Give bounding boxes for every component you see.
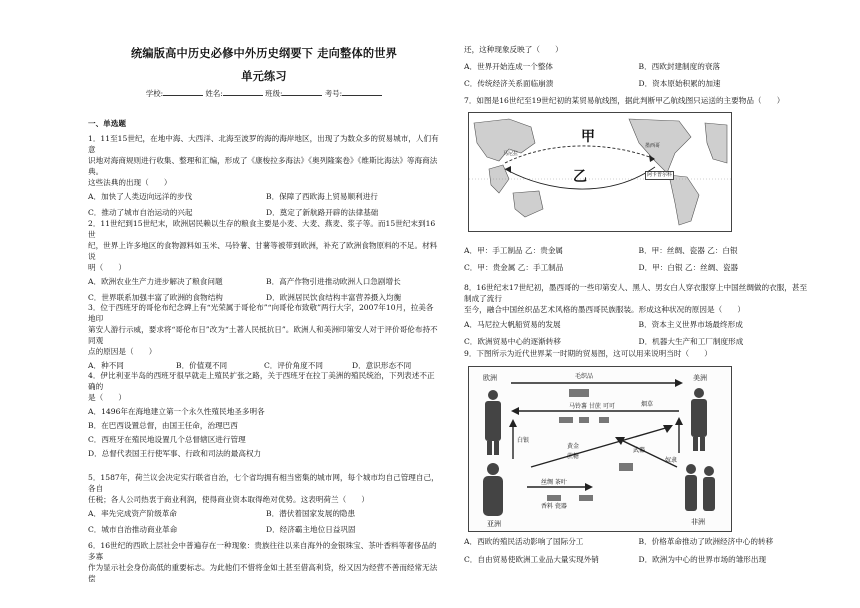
region-europe: 欧洲: [483, 374, 497, 382]
q2-option-b[interactable]: B．高产作物引进推动欧洲人口急剧增长: [266, 277, 401, 286]
q4-stem-line: 是（ ）: [88, 393, 126, 402]
map-label-manila: 马尼拉: [503, 151, 519, 157]
goods-weapons: 武器: [633, 447, 646, 454]
q9-option-b[interactable]: B．价格革命推动了欧洲经济中心的转移: [638, 537, 774, 546]
question-1: [88, 133, 440, 218]
trade-route-map: [468, 112, 732, 232]
question-8: [464, 282, 809, 347]
region-america: 美洲: [693, 374, 707, 382]
q3-option-c[interactable]: C．评价角度不同: [264, 361, 323, 370]
q6-stem-line: 作为显示社会身份高低的重要标志。为此他们不惜将金如土甚至借高利贷，纷又因为经营不善而经常无法偿: [88, 563, 438, 583]
goods-wool: 毛织品: [575, 373, 594, 380]
q1-option-b[interactable]: B．保障了西欧海上贸易顺利进行: [266, 192, 378, 201]
route-label-yi: 乙: [573, 169, 587, 185]
question-3: [88, 302, 440, 371]
q5-option-a[interactable]: A．率先完成资产阶级革命: [88, 509, 178, 518]
q2-option-c[interactable]: C．世界联系加强丰富了欧洲的食物结构: [88, 293, 223, 302]
goods-gold: 黄金: [567, 443, 580, 450]
q1-option-d[interactable]: D．奠定了新航路开辟的法律基础: [266, 208, 379, 217]
section-heading: 一、单选题: [88, 119, 126, 128]
q4-option-b[interactable]: B．在巴西设置总督，由国王任命，治理巴西: [88, 421, 238, 430]
q2-option-d[interactable]: D．欧洲居民饮食结构丰富营养摄入均衡: [266, 293, 402, 302]
school-blank[interactable]: [163, 88, 203, 96]
q1-stem-line: 1．11至15世纪，在地中海、大西洋、北海至波罗的海的海岸地区，出现了为数众多的贸易城市，人们有意: [88, 134, 439, 154]
q8-option-d[interactable]: D．机器大生产和工厂制度形成: [638, 337, 744, 346]
question-6: [88, 540, 440, 584]
goods-silver: 白银: [517, 437, 530, 444]
class-blank[interactable]: [282, 88, 322, 96]
q8-option-b[interactable]: B．资本主义世界市场最终形成: [638, 320, 743, 329]
q5-option-b[interactable]: B．潜伏着国家发展的隐患: [266, 509, 356, 518]
q5-stem-line: 任税；各人公司热衷于商业利润，使得商业资本取得绝对优势。这表明荷兰（ ）: [88, 495, 369, 504]
q8-option-a[interactable]: A．马尼拉大帆船贸易的发展: [464, 320, 561, 329]
goods-tobacco: 烟草: [641, 401, 654, 408]
q8-stem-line: 至今，融合中国丝织品艺术风格的墨西哥民族服装。形成这种状况的原因是（ ）: [464, 305, 745, 314]
q7-option-c[interactable]: C．甲：贵金属 乙：手工制品: [464, 263, 564, 272]
document-subtitle: 单元练习: [241, 69, 287, 83]
q7-option-d[interactable]: D．甲：白银 乙：丝绸、瓷器: [638, 263, 739, 272]
document-title: 统编版高中历史必修中外历史纲要下 走向整体的世界: [130, 46, 397, 60]
q5-option-c[interactable]: C．城市自治推动商业革命: [88, 525, 178, 534]
map-drawing: [469, 113, 731, 231]
examno-label: 考号:: [324, 89, 343, 98]
q1-option-c[interactable]: C．推动了城市自治运动的兴起: [88, 208, 193, 217]
route-label-jia: 甲: [581, 129, 595, 145]
q7-option-a[interactable]: A．甲：手工制品 乙：贵金属: [464, 246, 564, 255]
q9-option-d[interactable]: D．欧洲为中心的世界市场的雏形出现: [638, 555, 767, 564]
q3-option-d[interactable]: D．意识形态不同: [352, 361, 412, 370]
q6-option-c[interactable]: C．传统经济关系面临崩溃: [464, 79, 554, 88]
goods-slaves: 奴隶: [665, 457, 678, 464]
q4-option-a[interactable]: A．1496年在海地建立第一个永久性殖民地圣多明各: [88, 407, 265, 416]
question-5: [88, 472, 440, 535]
q1-option-a[interactable]: A．加快了人类迈向远洋的步伐: [88, 192, 193, 201]
triangular-trade-figure: [468, 366, 732, 532]
class-label: 班级:: [265, 89, 283, 98]
question-7: [464, 95, 809, 106]
question-2: [88, 218, 440, 303]
q2-stem-line: 明（ ）: [88, 263, 126, 272]
q9-stem: 9．下图所示为近代世界某一时期的贸易图，这可以用来说明当时（ ）: [464, 349, 712, 358]
q3-stem-line: 第安人游行示威，要求将“哥伦布日”改为“土著人民抵抗日”。欧洲人和美洲印第安人对于评价哥伦布持不同观: [88, 325, 438, 345]
q9-option-c[interactable]: C．自由贸易使欧洲工业品大量实现外销: [464, 555, 599, 564]
q5-stem-line: 5．1587年，荷兰议会决定实行联省自治，七个省均拥有相当密集的城市网，每个城市均自己管理自己，各自: [88, 473, 439, 493]
student-info-line: [88, 88, 440, 99]
goods-silk-tea: 丝绸 茶叶: [541, 479, 567, 486]
q4-option-d[interactable]: D．总督代表国王行使军事、行政和司法的最高权力: [88, 449, 262, 458]
q3-option-a[interactable]: A．种不同: [88, 361, 124, 370]
question-7-options: [464, 245, 809, 273]
q8-option-c[interactable]: C．欧洲贸易中心的逐渐转移: [464, 337, 561, 346]
q6-stem-line: 6．16世纪的西欧上层社会中普遍存在一种现象：贵族往往以来自海外的金银珠宝、茶叶香料等奢侈品的多寡: [88, 541, 437, 561]
goods-potato-cane-cocoa: 马铃薯 甘蔗 可可: [569, 403, 615, 410]
question-4: [88, 370, 440, 459]
q8-stem-line: 8．16世纪末17世纪初，墨西哥的一些印第安人、黑人、男女白人穿衣服穿上中国丝绸做的衣服，甚至制成了流行: [464, 283, 808, 303]
q7-option-b[interactable]: B．甲：丝绸、瓷器 乙：白银: [638, 246, 738, 255]
q6-option-d[interactable]: D．资本原始积累的加速: [638, 79, 721, 88]
q4-stem-line: 4．伊比利亚半岛的西班牙很早就走上殖民扩张之路，关于西班牙在拉丁美洲的殖民统治，下列表述不正确的: [88, 371, 435, 391]
q2-option-a[interactable]: A．欧洲农业生产力进步解决了粮食问题: [88, 277, 223, 286]
name-blank[interactable]: [223, 88, 263, 96]
q1-stem-line: 这些法典的出现（ ）: [88, 178, 172, 187]
q3-stem-line: 3．位于西班牙的哥伦布纪念碑上有“光荣属于哥伦布”“向哥伦布致敬”两行大字，2007年10月，拉美各地印: [88, 303, 434, 323]
q5-option-d[interactable]: D．经济霸主地位日益巩固: [266, 525, 356, 534]
q3-stem-line: 点的原因是（ ）: [88, 347, 157, 356]
goods-sugar: 蔗糖: [567, 453, 580, 460]
q9-option-a[interactable]: A．西欧的殖民活动影响了国际分工: [464, 537, 584, 546]
q1-stem-line: 识地对海商规则进行收集、整理和汇编，形成了《康梭拉多海法》《奥列隆案卷》《维斯比海法》等海商法典。: [88, 156, 438, 176]
q6-option-b[interactable]: B．西欧封建制度的衰落: [638, 62, 721, 71]
q6-stem-end: 还，这种现象反映了（ ）: [464, 45, 563, 54]
q7-stem: 7．如图是16世纪至19世纪初的某贸易航线图，据此判断甲乙航线图只运送的主要物品（ ）: [464, 96, 785, 105]
name-label: 姓名:: [205, 89, 223, 98]
q6-option-a[interactable]: A．世界开始连成一个整体: [464, 62, 554, 71]
goods-spice-porcelain: 香料 瓷器: [541, 503, 567, 510]
map-label-acapulco: 阿卡普尔科: [645, 171, 674, 180]
q3-option-b[interactable]: B．价值观不同: [176, 361, 228, 370]
school-label: 学校:: [145, 89, 164, 98]
region-africa: 非洲: [691, 518, 705, 526]
map-label-mexico: 墨西哥: [645, 143, 661, 149]
trade-drawing: [469, 367, 731, 531]
region-asia: 亚洲: [487, 520, 501, 528]
question-9: [464, 348, 809, 359]
q2-stem-line: 纪，世界上许多地区的食物源料如玉米、马铃薯、甘薯等被带到欧洲，补充了欧洲食物原料的不足。材料说: [88, 241, 438, 261]
question-9-options: [464, 536, 809, 565]
question-6-continued: [464, 44, 809, 89]
q2-stem-line: 2．11世纪到15世纪末，欧洲居民赖以生存的粮食主要是小麦、大麦、燕麦、浆子等。而15世纪末到16世: [88, 219, 436, 239]
examno-blank[interactable]: [342, 88, 382, 96]
q4-option-c[interactable]: C．西班牙在殖民地设置几个总督辖区进行管理: [88, 435, 246, 444]
